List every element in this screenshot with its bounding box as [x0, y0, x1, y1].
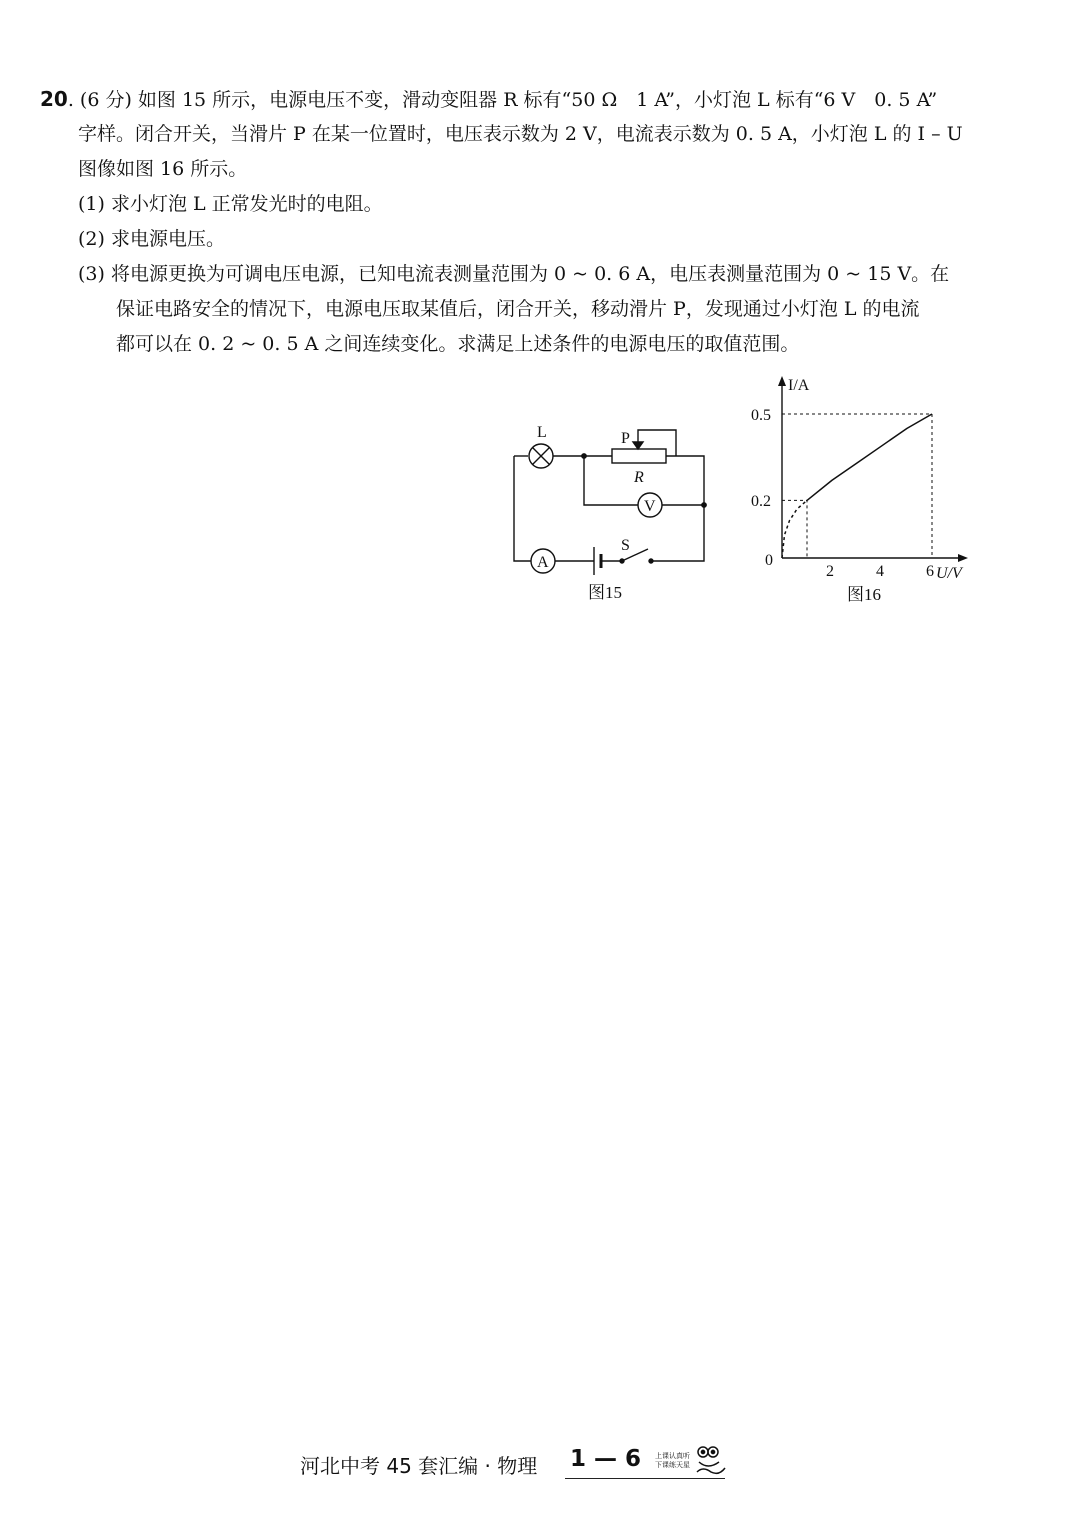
footer-slogan-line-2: 下课练天星 [655, 1461, 690, 1469]
iu-curve-dashed-segment [782, 500, 807, 558]
question-stem-2: 字样。闭合开关，当滑片 P 在某一位置时，电压表示数为 2 V，电流表示数为 0. 5 A，小灯泡 L 的 I – U [78, 123, 963, 145]
resistor-label: R [634, 469, 644, 486]
origin-label: 0 [765, 552, 773, 569]
y-tick-label-0-2: 0.2 [751, 493, 771, 510]
y-axis-label: I/A [788, 377, 810, 394]
question-part-1: (1) 求小灯泡 L 正常发光时的电阻。 [78, 193, 383, 215]
fig15-caption: 图15 [588, 583, 622, 602]
x-tick-label-6: 6 [926, 563, 934, 580]
page-number: 1 — 6 [570, 1446, 642, 1472]
x-tick-label-4: 4 [876, 563, 884, 580]
page-footer [300, 1444, 740, 1484]
slider-wire [638, 430, 676, 456]
question-stem-1: . (6 分) 如图 15 所示，电源电压不变，滑动变阻器 R 标有“50 Ω 1 A”，小灯泡 L 标有“6 V 0. 5 A” [67, 89, 938, 111]
slider-label: P [621, 430, 630, 447]
footer-title: 河北中考 45 套汇编 · 物理 [300, 1454, 538, 1478]
lamp-symbol [529, 444, 553, 468]
guide-line-0 [782, 500, 807, 558]
wire-left [514, 456, 531, 561]
question-part-3-cont-1: 保证电路安全的情况下，电源电压取某值后，闭合开关，移动滑片 P，发现通过小灯泡 L 的电流 [116, 298, 920, 320]
question-number: 20 [40, 87, 68, 111]
circuit-diagram-fig15 [500, 416, 730, 606]
lamp-label: L [537, 424, 547, 441]
slider-arrow [633, 442, 643, 449]
wire-right-top [666, 456, 704, 505]
footer-slogan-line-1: 上课认真听 [655, 1452, 690, 1460]
question-part-3: (3) 将电源更换为可调电压电源，已知电流表测量范围为 0 ~ 0. 6 A，电压表测量范围为 0 ~ 15 V。在 [78, 263, 950, 285]
iu-curve-solid-segment [807, 414, 932, 500]
y-tick-label-0-5: 0.5 [751, 407, 771, 424]
iu-graph-fig16 [745, 372, 985, 607]
question-stem-3: 图像如图 16 所示。 [78, 158, 248, 180]
question-20 [40, 82, 1000, 362]
question-part-3-cont-2: 都可以在 0. 2 ~ 0. 5 A 之间连续变化。求满足上述条件的电源电压的取值范围。 [116, 333, 800, 355]
x-axis-label: U/V [936, 565, 962, 582]
x-axis-arrow [958, 554, 968, 562]
plot-layer [782, 414, 932, 558]
resistor-symbol [612, 449, 666, 463]
ammeter-label: A [537, 554, 549, 571]
voltmeter-label: V [644, 498, 656, 515]
footer-rule [565, 1478, 725, 1479]
y-axis-arrow [778, 376, 786, 386]
switch-label: S [621, 537, 630, 554]
guide-line-1 [782, 414, 932, 558]
x-tick-label-2: 2 [826, 563, 834, 580]
question-line-1 [40, 82, 1000, 117]
battery-symbol [594, 547, 601, 575]
fig16-caption: 图16 [847, 585, 881, 604]
footer-slogan [655, 1452, 695, 1470]
question-part-2: (2) 求电源电压。 [78, 228, 225, 250]
mascot-icon [693, 1444, 729, 1478]
